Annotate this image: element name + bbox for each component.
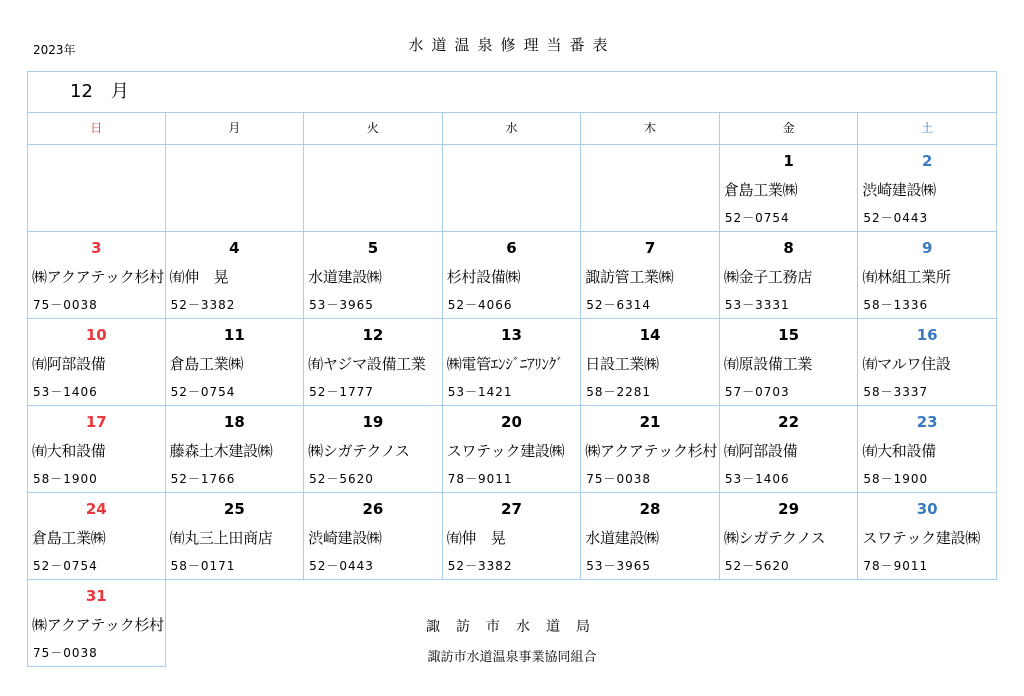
day-number: 25 xyxy=(223,500,245,518)
day-number: 31 xyxy=(85,587,107,605)
calendar-grid xyxy=(27,145,997,667)
company-name: 水道建設㈱ xyxy=(308,268,382,286)
day-cell xyxy=(720,232,859,319)
weekday-header-cell: 日 xyxy=(27,113,166,145)
day-cell xyxy=(443,406,582,493)
calendar xyxy=(27,71,997,667)
company-name: ㈲阿部設備 xyxy=(32,355,106,373)
phone-number: 52－5620 xyxy=(309,472,374,486)
empty-day-cell xyxy=(443,145,582,232)
empty-day-cell xyxy=(166,145,305,232)
company-name: 水道建設㈱ xyxy=(585,529,659,547)
day-cell xyxy=(858,232,997,319)
phone-number: 75－0038 xyxy=(586,472,652,486)
company-name: ㈲大和設備 xyxy=(32,442,106,460)
day-number: 17 xyxy=(85,413,107,431)
company-name: スワテック建設㈱ xyxy=(862,529,980,547)
phone-number: 52－1777 xyxy=(309,385,374,399)
day-cell xyxy=(581,319,720,406)
phone-number: 78－9011 xyxy=(863,559,929,573)
weekday-header-cell: 水 xyxy=(443,113,582,145)
page-title: 水道温泉修理当番表 xyxy=(408,36,616,54)
day-number: 21 xyxy=(639,413,661,431)
phone-number: 52－3382 xyxy=(170,298,236,312)
day-number: 9 xyxy=(921,239,933,257)
day-cell xyxy=(166,232,305,319)
day-cell xyxy=(27,406,166,493)
day-number: 29 xyxy=(778,500,800,518)
company-name: ㈲阿部設備 xyxy=(723,442,798,460)
company-name: ㈱金子工務店 xyxy=(723,268,813,286)
phone-number: 52－0443 xyxy=(309,559,374,573)
empty-day-cell xyxy=(304,145,443,232)
company-name: ㈲伸 晃 xyxy=(169,268,229,286)
phone-number: 52－3382 xyxy=(447,559,513,573)
day-number: 13 xyxy=(501,326,522,344)
company-name: 倉島工業㈱ xyxy=(723,181,798,199)
weekday-header-cell: 金 xyxy=(720,113,859,145)
company-name: ㈲マルワ住設 xyxy=(862,355,951,373)
company-name: ㈱シガテクノス xyxy=(308,442,410,460)
day-number: 27 xyxy=(501,500,522,518)
day-number: 20 xyxy=(501,413,522,431)
day-number: 14 xyxy=(639,326,661,344)
company-name: 倉島工業㈱ xyxy=(32,529,106,547)
day-cell xyxy=(443,232,582,319)
company-name: ㈲大和設備 xyxy=(862,442,936,460)
day-number: 22 xyxy=(778,413,800,431)
day-number: 19 xyxy=(362,413,384,431)
weekday-header-cell: 木 xyxy=(581,113,720,145)
day-number: 23 xyxy=(916,413,938,431)
day-cell xyxy=(304,232,443,319)
company-name: 杉村設備㈱ xyxy=(446,268,521,286)
day-cell xyxy=(166,406,305,493)
day-cell xyxy=(720,145,859,232)
day-cell xyxy=(720,406,859,493)
day-cell xyxy=(858,319,997,406)
day-cell xyxy=(166,493,305,580)
day-cell xyxy=(858,406,997,493)
day-cell xyxy=(858,145,997,232)
day-cell xyxy=(166,319,305,406)
day-cell xyxy=(720,319,859,406)
phone-number: 52－5620 xyxy=(724,559,790,573)
company-name: ㈲丸三上田商店 xyxy=(169,529,273,547)
day-number: 6 xyxy=(506,239,517,257)
day-number: 10 xyxy=(85,326,107,344)
company-name: ㈱電管ｴﾝｼﾞﾆｱﾘﾝｸﾞ xyxy=(446,355,564,373)
day-cell xyxy=(27,493,166,580)
phone-number: 58－3337 xyxy=(863,385,929,399)
phone-number: 75－0038 xyxy=(33,298,98,312)
phone-number: 53－1406 xyxy=(724,472,790,486)
day-cell xyxy=(304,319,443,406)
phone-number: 52－0754 xyxy=(170,385,236,399)
company-name: ㈲林組工業所 xyxy=(862,268,951,286)
company-name: ㈲伸 晃 xyxy=(446,529,506,547)
phone-number: 78－9011 xyxy=(447,472,513,486)
day-cell xyxy=(27,232,166,319)
day-number: 24 xyxy=(85,500,107,518)
company-name: ㈱アクアテック杉村 xyxy=(32,268,164,286)
company-name: 諏訪管工業㈱ xyxy=(585,268,674,286)
day-number: 5 xyxy=(367,239,379,257)
day-number: 8 xyxy=(783,239,794,257)
day-number: 28 xyxy=(639,500,661,518)
weekday-header-cell: 土 xyxy=(858,113,997,145)
company-name: ㈱アクアテック杉村 xyxy=(585,442,718,460)
phone-number: 75－0038 xyxy=(33,646,98,660)
weekday-header xyxy=(27,113,997,145)
phone-number: 57－0703 xyxy=(724,385,790,399)
weekday-header-cell: 月 xyxy=(166,113,305,145)
company-name: 藤森土木建設㈱ xyxy=(169,442,273,460)
day-cell xyxy=(720,493,859,580)
company-name: ㈱アクアテック杉村 xyxy=(32,616,164,634)
day-cell xyxy=(581,493,720,580)
month-label: 12 月 xyxy=(27,71,997,113)
phone-number: 53－3331 xyxy=(724,298,790,312)
day-number: 15 xyxy=(778,326,800,344)
phone-number: 52－1766 xyxy=(170,472,236,486)
company-name: 渋崎建設㈱ xyxy=(862,181,936,199)
phone-number: 58－1336 xyxy=(863,298,929,312)
phone-number: 52－0754 xyxy=(724,211,790,225)
day-number: 1 xyxy=(783,152,794,170)
day-cell xyxy=(304,406,443,493)
day-number: 26 xyxy=(362,500,384,518)
company-name: 渋崎建設㈱ xyxy=(308,529,382,547)
day-number: 16 xyxy=(916,326,938,344)
day-number: 4 xyxy=(229,239,240,257)
day-cell xyxy=(858,493,997,580)
phone-number: 58－1900 xyxy=(863,472,929,486)
company-name: 倉島工業㈱ xyxy=(169,355,244,373)
day-cell xyxy=(304,493,443,580)
day-cell xyxy=(581,406,720,493)
day-number: 18 xyxy=(223,413,245,431)
company-name: スワテック建設㈱ xyxy=(446,442,565,460)
day-number: 11 xyxy=(223,326,245,344)
year-label: 2023年 xyxy=(33,43,76,57)
day-number: 12 xyxy=(362,326,384,344)
phone-number: 58－0171 xyxy=(170,559,236,573)
day-cell xyxy=(443,493,582,580)
day-cell xyxy=(443,319,582,406)
day-cell xyxy=(27,319,166,406)
phone-number: 53－3965 xyxy=(586,559,652,573)
day-number: 30 xyxy=(916,500,938,518)
company-name: ㈲原設備工業 xyxy=(723,355,813,373)
day-cell xyxy=(581,232,720,319)
weekday-header-cell: 火 xyxy=(304,113,443,145)
phone-number: 52－0754 xyxy=(33,559,98,573)
footer-organization: 諏訪市水道局 xyxy=(426,619,606,635)
footer-association: 諏訪市水道温泉事業協同組合 xyxy=(427,650,597,665)
day-number: 7 xyxy=(644,239,656,257)
phone-number: 53－1421 xyxy=(447,385,513,399)
day-number: 2 xyxy=(921,152,933,170)
company-name: ㈱シガテクノス xyxy=(723,529,826,547)
phone-number: 53－1406 xyxy=(33,385,98,399)
company-name: 日設工業㈱ xyxy=(585,355,659,373)
phone-number: 58－1900 xyxy=(33,472,98,486)
phone-number: 53－3965 xyxy=(309,298,374,312)
day-number: 3 xyxy=(91,239,102,257)
empty-day-cell xyxy=(27,145,166,232)
company-name: ㈲ヤジマ設備工業 xyxy=(308,355,426,373)
phone-number: 58－2281 xyxy=(586,385,652,399)
phone-number: 52－6314 xyxy=(586,298,652,312)
phone-number: 52－0443 xyxy=(863,211,929,225)
phone-number: 52－4066 xyxy=(447,298,513,312)
empty-day-cell xyxy=(581,145,720,232)
